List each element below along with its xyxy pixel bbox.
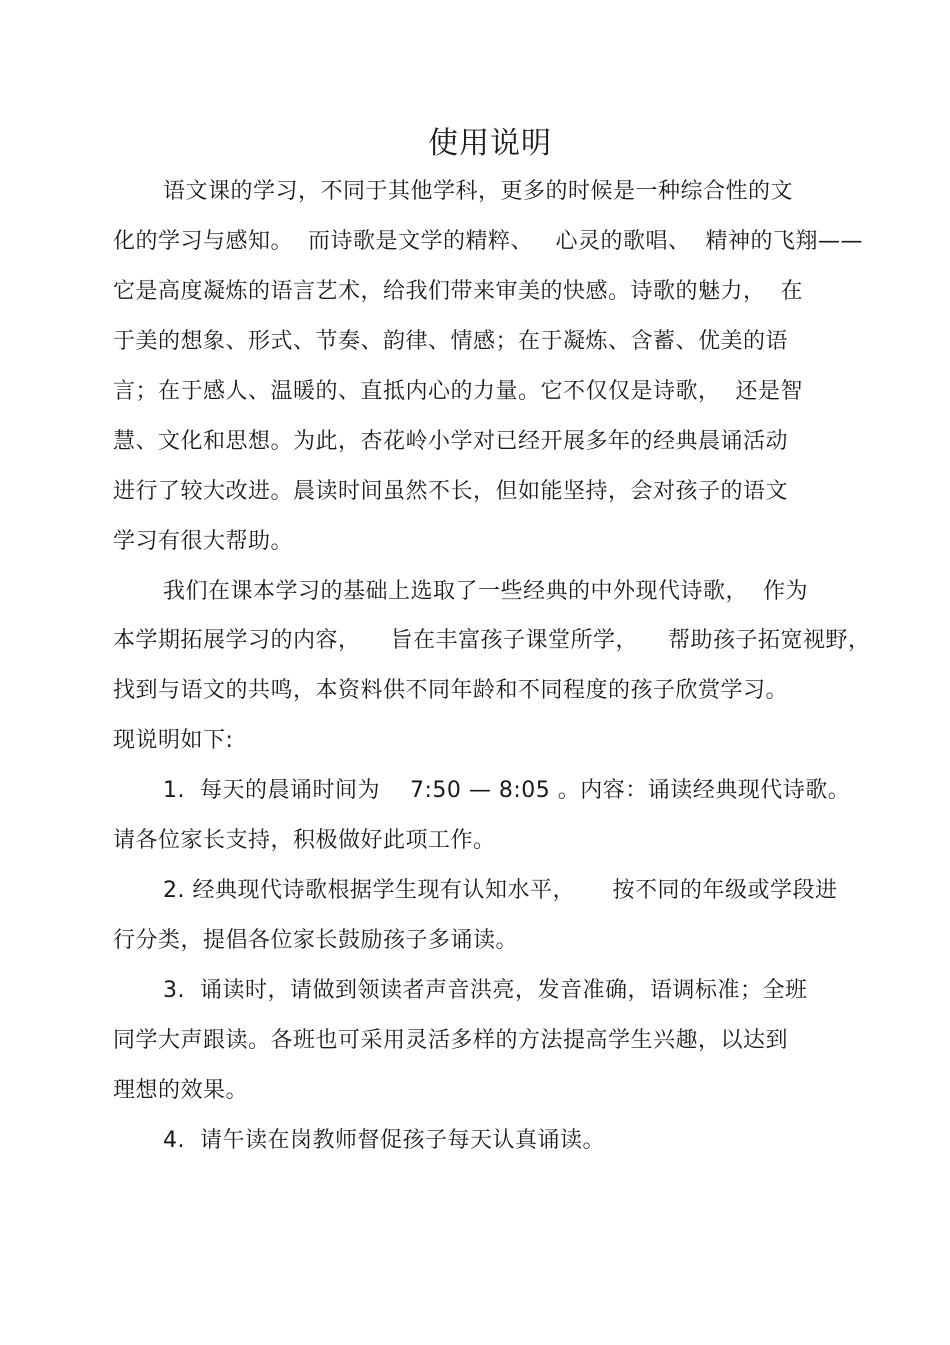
text-line: 请各位家长支持，积极做好此项工作。 bbox=[113, 828, 496, 853]
list-item-1: 1. 每天的晨诵时间为 7:50 — 8:05 。内容：诵读经典现代诗歌。 bbox=[163, 778, 851, 803]
page-title: 使用说明 bbox=[428, 126, 552, 161]
text-line: 找到与语文的共鸣，本资料供不同年龄和不同程度的孩子欣赏学习。 bbox=[113, 678, 789, 703]
text-line: 理想的效果。 bbox=[113, 1078, 249, 1103]
text-line: 慧、文化和思想。为此，杏花岭小学对已经开展多年的经典晨诵活动 bbox=[113, 429, 789, 454]
text-line: 现说明如下: bbox=[113, 728, 234, 753]
text-line: 学习有很大帮助。 bbox=[113, 529, 294, 554]
text-line: 我们在课本学习的基础上选取了一些经典的中外现代诗歌， 作为 bbox=[163, 579, 808, 604]
text-line: 言；在于感人、温暖的、直抵内心的力量。它不仅仅是诗歌， 还是智 bbox=[113, 379, 803, 404]
text-line: 进行了较大改进。晨读时间虽然不长，但如能坚持，会对孩子的语文 bbox=[113, 479, 789, 504]
text-line: 行分类，提倡各位家长鼓励孩子多诵读。 bbox=[113, 928, 519, 953]
text-line: 它是高度凝炼的语言艺术，给我们带来审美的快感。诗歌的魅力， 在 bbox=[113, 279, 803, 304]
text-line: 本学期拓展学习的内容， 旨在丰富孩子课堂所学， 帮助孩子拓宽视野， bbox=[113, 628, 871, 653]
text-line: 语文课的学习，不同于其他学科，更多的时候是一种综合性的文 bbox=[163, 179, 794, 204]
list-item-4: 4. 请午读在岗教师督促孩子每天认真诵读。 bbox=[163, 1128, 605, 1153]
text-line: 同学大声跟读。各班也可采用灵活多样的方法提高学生兴趣，以达到 bbox=[113, 1028, 789, 1053]
text-line: 于美的想象、形式、节奏、韵律、情感；在于凝炼、含蓄、优美的语 bbox=[113, 329, 789, 354]
text-line: 化的学习与感知。 而诗歌是文学的精粹、 心灵的歌唱、 精神的飞翔—— bbox=[113, 229, 863, 254]
list-item-2: 2. 经典现代诗歌根据学生现有认知水平， 按不同的年级或学段进 bbox=[163, 878, 838, 903]
list-item-3: 3. 诵读时，请做到领读者声音洪亮，发音准确，语调标准；全班 bbox=[163, 978, 808, 1003]
